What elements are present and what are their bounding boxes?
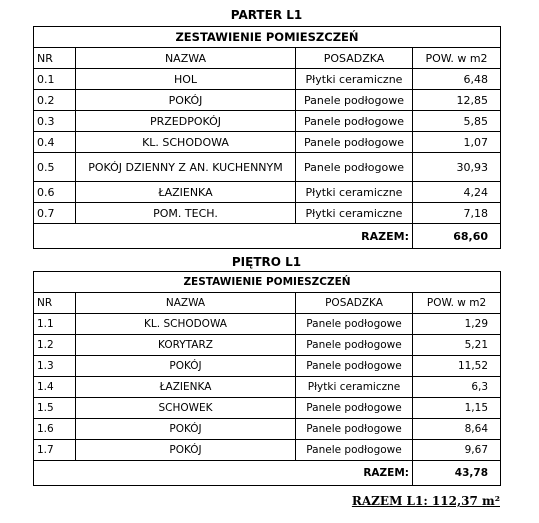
column-header-floor: POSADZKA bbox=[296, 293, 413, 314]
row-floor: Płytki ceramiczne bbox=[296, 69, 413, 90]
row-area: 6,48 bbox=[413, 69, 501, 90]
row-nr: 0.4 bbox=[34, 132, 76, 153]
row-nr: 1.2 bbox=[34, 335, 76, 356]
row-floor: Panele podłogowe bbox=[296, 356, 413, 377]
row-nr: 1.5 bbox=[34, 398, 76, 419]
parter-table-title: ZESTAWIENIE POMIESZCZEŃ bbox=[34, 27, 501, 48]
pietro-title: PIĘTRO L1 bbox=[231, 255, 302, 269]
table-row bbox=[34, 398, 501, 419]
row-floor: Płytki ceramiczne bbox=[296, 377, 413, 398]
total-value: 68,60 bbox=[413, 224, 501, 249]
row-name: POKÓJ bbox=[76, 440, 296, 461]
column-header-name: NAZWA bbox=[76, 48, 296, 69]
row-floor: Panele podłogowe bbox=[296, 153, 413, 182]
row-area: 6,3 bbox=[413, 377, 501, 398]
total-row bbox=[34, 224, 501, 249]
row-floor: Płytki ceramiczne bbox=[296, 182, 413, 203]
table-row bbox=[34, 314, 501, 335]
row-nr: 1.1 bbox=[34, 314, 76, 335]
pietro-table bbox=[33, 271, 501, 486]
row-name: HOL bbox=[76, 69, 296, 90]
column-header-nr: NR bbox=[34, 293, 76, 314]
row-nr: 0.5 bbox=[34, 153, 76, 182]
table-row bbox=[34, 111, 501, 132]
row-floor: Panele podłogowe bbox=[296, 132, 413, 153]
table-row bbox=[34, 419, 501, 440]
row-nr: 1.6 bbox=[34, 419, 76, 440]
column-header-floor: POSADZKA bbox=[296, 48, 413, 69]
table-row bbox=[34, 90, 501, 111]
row-area: 1,29 bbox=[413, 314, 501, 335]
row-name: KL. SCHODOWA bbox=[76, 314, 296, 335]
table-row bbox=[34, 440, 501, 461]
row-nr: 1.4 bbox=[34, 377, 76, 398]
row-floor: Panele podłogowe bbox=[296, 111, 413, 132]
row-area: 7,18 bbox=[413, 203, 501, 224]
row-name: PRZEDPOKÓJ bbox=[76, 111, 296, 132]
row-nr: 0.1 bbox=[34, 69, 76, 90]
row-nr: 1.7 bbox=[34, 440, 76, 461]
row-name: SCHOWEK bbox=[76, 398, 296, 419]
row-area: 1,07 bbox=[413, 132, 501, 153]
parter-table bbox=[33, 26, 501, 249]
row-floor: Panele podłogowe bbox=[296, 419, 413, 440]
row-name: POKÓJ bbox=[76, 419, 296, 440]
row-floor: Panele podłogowe bbox=[296, 440, 413, 461]
column-header-area: POW. w m2 bbox=[413, 293, 501, 314]
row-nr: 0.3 bbox=[34, 111, 76, 132]
total-row bbox=[34, 461, 501, 486]
table-row bbox=[34, 377, 501, 398]
column-header-nr: NR bbox=[34, 48, 76, 69]
row-area: 8,64 bbox=[413, 419, 501, 440]
table-row bbox=[34, 182, 501, 203]
row-name: ŁAZIENKA bbox=[76, 182, 296, 203]
row-floor: Panele podłogowe bbox=[296, 398, 413, 419]
table-row bbox=[34, 69, 501, 90]
row-area: 11,52 bbox=[413, 356, 501, 377]
row-name: KORYTARZ bbox=[76, 335, 296, 356]
table-row bbox=[34, 203, 501, 224]
row-area: 5,21 bbox=[413, 335, 501, 356]
total-value: 43,78 bbox=[413, 461, 501, 486]
row-area: 12,85 bbox=[413, 90, 501, 111]
table-row bbox=[34, 132, 501, 153]
row-name: POKÓJ bbox=[76, 90, 296, 111]
row-area: 30,93 bbox=[413, 153, 501, 182]
row-floor: Panele podłogowe bbox=[296, 335, 413, 356]
table-row bbox=[34, 356, 501, 377]
row-name: ŁAZIENKA bbox=[76, 377, 296, 398]
row-name: KL. SCHODOWA bbox=[76, 132, 296, 153]
row-name: POM. TECH. bbox=[76, 203, 296, 224]
table-row bbox=[34, 153, 501, 182]
parter-title: PARTER L1 bbox=[230, 8, 303, 22]
pietro-table-title: ZESTAWIENIE POMIESZCZEŃ bbox=[34, 272, 501, 293]
row-floor: Panele podłogowe bbox=[296, 90, 413, 111]
row-name: POKÓJ bbox=[76, 356, 296, 377]
row-area: 1,15 bbox=[413, 398, 501, 419]
row-area: 4,24 bbox=[413, 182, 501, 203]
table-row bbox=[34, 335, 501, 356]
grand-total: RAZEM L1: 112,37 m² bbox=[351, 494, 500, 508]
total-label: RAZEM: bbox=[296, 461, 413, 486]
row-name: POKÓJ DZIENNY Z AN. KUCHENNYM bbox=[76, 153, 296, 182]
column-header-name: NAZWA bbox=[76, 293, 296, 314]
row-floor: Płytki ceramiczne bbox=[296, 203, 413, 224]
row-nr: 1.3 bbox=[34, 356, 76, 377]
row-floor: Panele podłogowe bbox=[296, 314, 413, 335]
row-nr: 0.2 bbox=[34, 90, 76, 111]
total-label: RAZEM: bbox=[296, 224, 413, 249]
row-nr: 0.7 bbox=[34, 203, 76, 224]
row-nr: 0.6 bbox=[34, 182, 76, 203]
row-area: 9,67 bbox=[413, 440, 501, 461]
column-header-area: POW. w m2 bbox=[413, 48, 501, 69]
row-area: 5,85 bbox=[413, 111, 501, 132]
